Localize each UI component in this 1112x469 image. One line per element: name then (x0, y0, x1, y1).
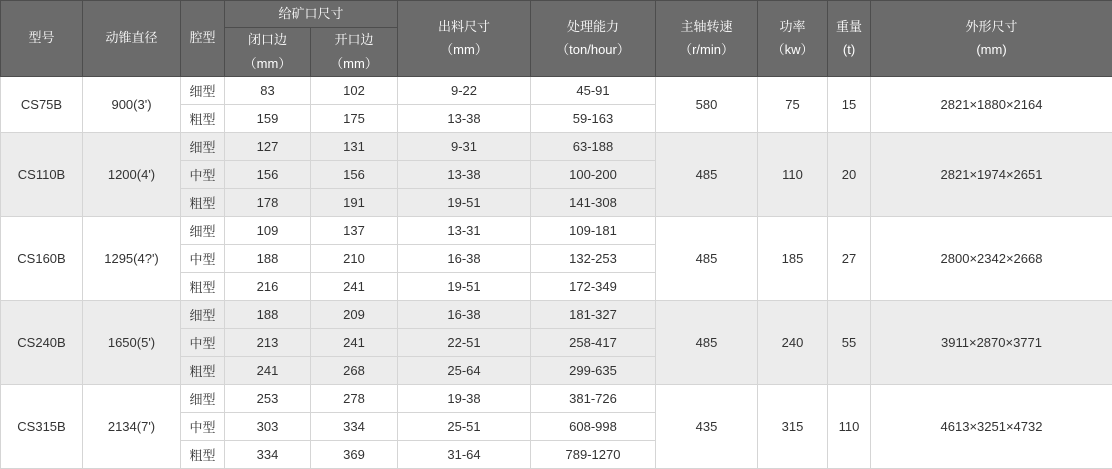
cavity-cell: 中型 (181, 161, 225, 189)
header-cavity-label: 腔型 (183, 29, 222, 47)
header-cavity (181, 1, 225, 77)
weight-cell: 15 (828, 77, 871, 133)
table-row (1, 77, 1112, 105)
capacity-cell: 100-200 (531, 161, 656, 189)
header-closed-side-unit: （mm） (227, 55, 308, 73)
discharge-cell: 13-38 (398, 105, 531, 133)
capacity-cell: 258-417 (531, 329, 656, 357)
diameter-cell: 1650(5') (83, 301, 181, 385)
model-cell: CS75B (1, 77, 83, 133)
capacity-cell: 45-91 (531, 77, 656, 105)
table-row (1, 385, 1112, 413)
closed-side-cell: 241 (225, 357, 311, 385)
dimensions-cell: 3911×2870×3771 (871, 301, 1112, 385)
model-cell: CS110B (1, 133, 83, 217)
capacity-cell: 132-253 (531, 245, 656, 273)
closed-side-cell: 216 (225, 273, 311, 301)
header-discharge-label: 出料尺寸 (400, 18, 528, 36)
header-power-label: 功率 (760, 18, 825, 36)
closed-side-cell: 178 (225, 189, 311, 217)
discharge-cell: 13-31 (398, 217, 531, 245)
header-closed-side (225, 28, 311, 77)
speed-cell: 580 (656, 77, 758, 133)
header-cone-diameter (83, 1, 181, 77)
open-side-cell: 268 (311, 357, 398, 385)
discharge-cell: 16-38 (398, 301, 531, 329)
capacity-cell: 63-188 (531, 133, 656, 161)
header-open-side (311, 28, 398, 77)
header-capacity (531, 1, 656, 77)
discharge-cell: 16-38 (398, 245, 531, 273)
header-discharge-unit: （mm） (400, 41, 528, 59)
cavity-cell: 粗型 (181, 105, 225, 133)
discharge-cell: 19-38 (398, 385, 531, 413)
speed-cell: 485 (656, 217, 758, 301)
power-cell: 315 (758, 385, 828, 469)
cavity-cell: 中型 (181, 413, 225, 441)
speed-cell: 485 (656, 133, 758, 217)
open-side-cell: 102 (311, 77, 398, 105)
cavity-cell: 细型 (181, 217, 225, 245)
header-speed (656, 1, 758, 77)
capacity-cell: 141-308 (531, 189, 656, 217)
cavity-cell: 细型 (181, 133, 225, 161)
closed-side-cell: 253 (225, 385, 311, 413)
discharge-cell: 25-64 (398, 357, 531, 385)
capacity-cell: 381-726 (531, 385, 656, 413)
dimensions-cell: 2800×2342×2668 (871, 217, 1112, 301)
header-feed-opening-label: 给矿口尺寸 (227, 5, 395, 23)
open-side-cell: 334 (311, 413, 398, 441)
capacity-cell: 172-349 (531, 273, 656, 301)
open-side-cell: 278 (311, 385, 398, 413)
capacity-cell: 608-998 (531, 413, 656, 441)
model-cell: CS160B (1, 217, 83, 301)
discharge-cell: 9-31 (398, 133, 531, 161)
table-row (1, 301, 1112, 329)
header-power (758, 1, 828, 77)
power-cell: 75 (758, 77, 828, 133)
open-side-cell: 131 (311, 133, 398, 161)
header-capacity-label: 处理能力 (533, 18, 653, 36)
open-side-cell: 241 (311, 329, 398, 357)
discharge-cell: 19-51 (398, 189, 531, 217)
weight-cell: 55 (828, 301, 871, 385)
capacity-cell: 181-327 (531, 301, 656, 329)
header-discharge (398, 1, 531, 77)
open-side-cell: 369 (311, 441, 398, 469)
closed-side-cell: 334 (225, 441, 311, 469)
discharge-cell: 25-51 (398, 413, 531, 441)
closed-side-cell: 156 (225, 161, 311, 189)
diameter-cell: 1200(4') (83, 133, 181, 217)
cavity-cell: 细型 (181, 77, 225, 105)
diameter-cell: 1295(4?') (83, 217, 181, 301)
cavity-cell: 粗型 (181, 357, 225, 385)
discharge-cell: 13-38 (398, 161, 531, 189)
weight-cell: 110 (828, 385, 871, 469)
open-side-cell: 156 (311, 161, 398, 189)
header-speed-label: 主轴转速 (658, 18, 755, 36)
closed-side-cell: 188 (225, 245, 311, 273)
header-model (1, 1, 83, 77)
header-cone-diameter-label: 动锥直径 (85, 29, 178, 47)
table-header (1, 1, 1112, 77)
dimensions-cell: 4613×3251×4732 (871, 385, 1112, 469)
capacity-cell: 59-163 (531, 105, 656, 133)
header-speed-unit: （r/min） (658, 41, 755, 59)
header-feed-opening (225, 1, 398, 28)
speed-cell: 485 (656, 301, 758, 385)
header-dimensions (871, 1, 1112, 77)
table-body (1, 77, 1112, 469)
header-open-side-unit: （mm） (313, 55, 395, 73)
table-row (1, 133, 1112, 161)
closed-side-cell: 188 (225, 301, 311, 329)
header-model-label: 型号 (3, 29, 80, 47)
open-side-cell: 137 (311, 217, 398, 245)
closed-side-cell: 109 (225, 217, 311, 245)
discharge-cell: 19-51 (398, 273, 531, 301)
diameter-cell: 900(3') (83, 77, 181, 133)
closed-side-cell: 303 (225, 413, 311, 441)
open-side-cell: 175 (311, 105, 398, 133)
cavity-cell: 粗型 (181, 273, 225, 301)
power-cell: 240 (758, 301, 828, 385)
dimensions-cell: 2821×1974×2651 (871, 133, 1112, 217)
header-dimensions-unit: (mm) (873, 41, 1110, 59)
header-closed-side-label: 闭口边 (227, 31, 308, 49)
header-weight-label: 重量 (830, 18, 868, 36)
open-side-cell: 209 (311, 301, 398, 329)
header-weight-unit: (t) (830, 41, 868, 59)
closed-side-cell: 83 (225, 77, 311, 105)
capacity-cell: 299-635 (531, 357, 656, 385)
header-power-unit: （kw） (760, 41, 825, 59)
diameter-cell: 2134(7') (83, 385, 181, 469)
cavity-cell: 细型 (181, 301, 225, 329)
power-cell: 185 (758, 217, 828, 301)
power-cell: 110 (758, 133, 828, 217)
model-cell: CS315B (1, 385, 83, 469)
cavity-cell: 粗型 (181, 189, 225, 217)
weight-cell: 27 (828, 217, 871, 301)
dimensions-cell: 2821×1880×2164 (871, 77, 1112, 133)
discharge-cell: 31-64 (398, 441, 531, 469)
closed-side-cell: 127 (225, 133, 311, 161)
cavity-cell: 中型 (181, 245, 225, 273)
header-capacity-unit: （ton/hour） (533, 41, 653, 59)
cavity-cell: 中型 (181, 329, 225, 357)
header-dimensions-label: 外形尺寸 (873, 18, 1110, 36)
open-side-cell: 241 (311, 273, 398, 301)
table-row (1, 217, 1112, 245)
model-cell: CS240B (1, 301, 83, 385)
open-side-cell: 191 (311, 189, 398, 217)
weight-cell: 20 (828, 133, 871, 217)
open-side-cell: 210 (311, 245, 398, 273)
discharge-cell: 22-51 (398, 329, 531, 357)
header-open-side-label: 开口边 (313, 31, 395, 49)
header-weight (828, 1, 871, 77)
speed-cell: 435 (656, 385, 758, 469)
capacity-cell: 789-1270 (531, 441, 656, 469)
closed-side-cell: 159 (225, 105, 311, 133)
closed-side-cell: 213 (225, 329, 311, 357)
capacity-cell: 109-181 (531, 217, 656, 245)
cavity-cell: 细型 (181, 385, 225, 413)
cavity-cell: 粗型 (181, 441, 225, 469)
discharge-cell: 9-22 (398, 77, 531, 105)
